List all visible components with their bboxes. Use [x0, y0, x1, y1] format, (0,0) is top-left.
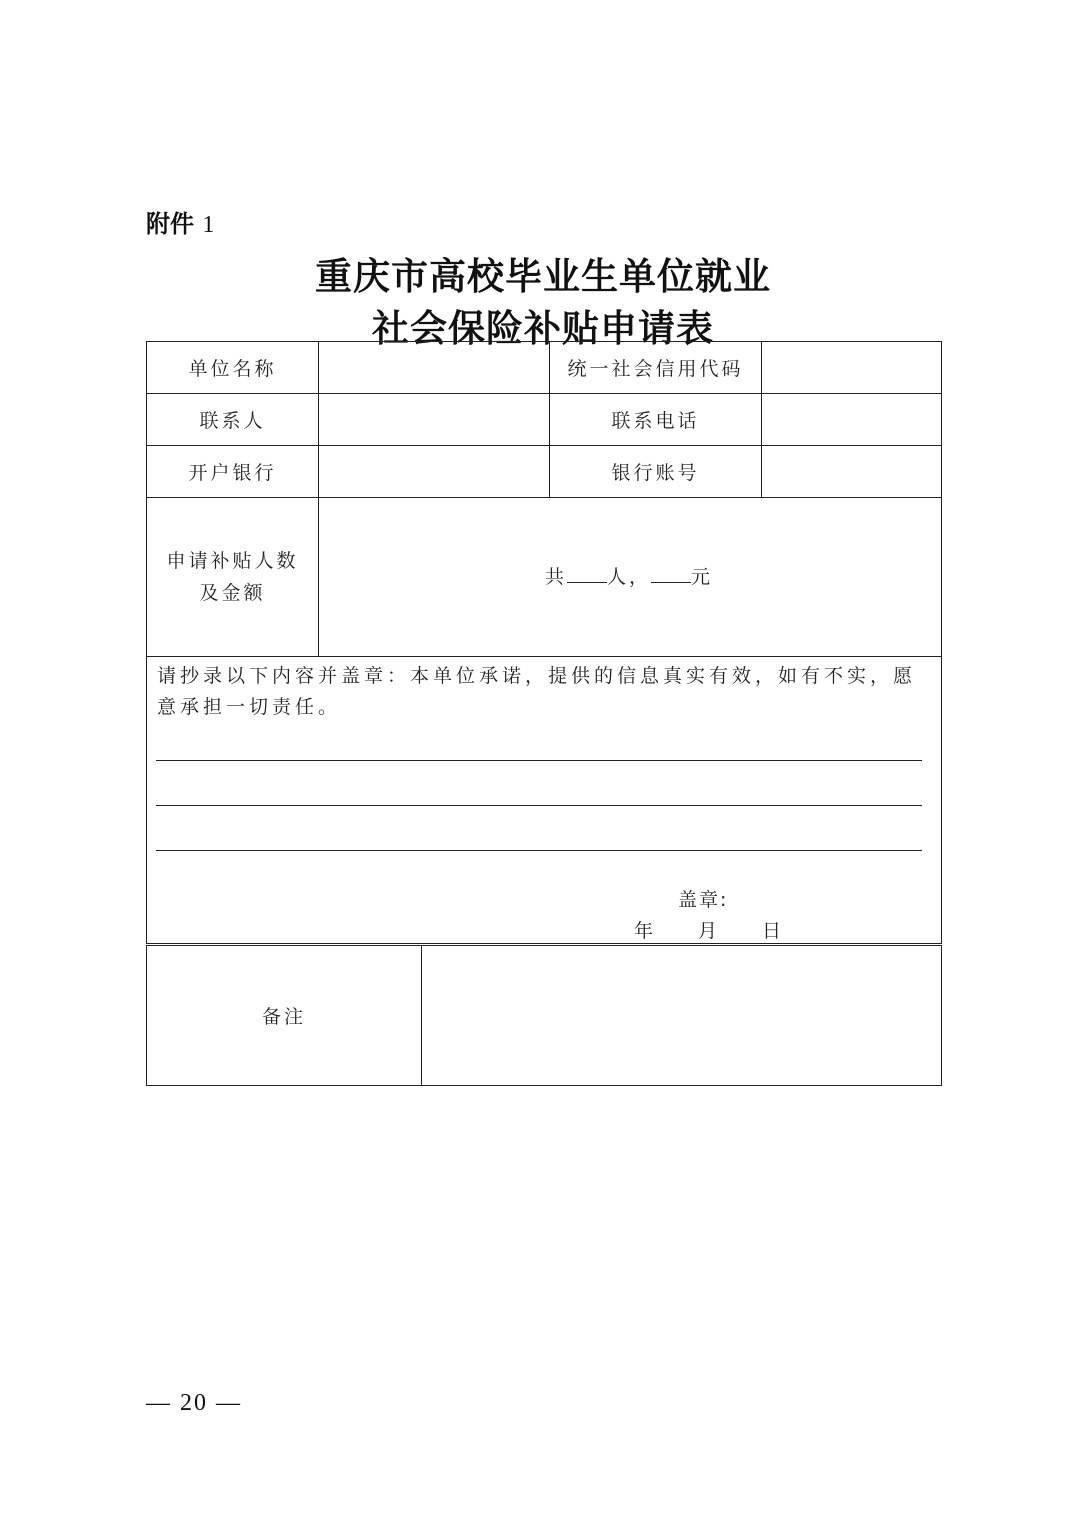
- contact-field[interactable]: [319, 394, 550, 446]
- pledge-text: 请抄录以下内容并盖章：本单位承诺，提供的信息真实有效，如有不实，愿意承担一切责任。: [157, 665, 917, 718]
- copy-line-2[interactable]: [156, 805, 922, 806]
- amount-blank[interactable]: [651, 562, 691, 583]
- contact-label: 联系人: [147, 394, 319, 446]
- copy-line-1[interactable]: [156, 760, 922, 761]
- subsidy-label: [147, 498, 319, 657]
- phone-field[interactable]: [762, 394, 942, 446]
- phone-label: 联系电话: [550, 394, 762, 446]
- bank-label: 开户银行: [147, 446, 319, 498]
- subsidy-label-line2: 及金额: [199, 582, 266, 604]
- remark-field[interactable]: [422, 946, 942, 1086]
- subsidy-label-line1: 申请补贴人数: [166, 550, 299, 572]
- date-year: 年: [634, 920, 654, 942]
- pledge-cell: [147, 657, 942, 944]
- subsidy-field: [319, 498, 942, 657]
- form-row-pledge: [147, 657, 942, 944]
- unit-name-label: 单位名称: [147, 342, 319, 394]
- subsidy-people-unit: 人，: [607, 566, 652, 588]
- people-count-blank[interactable]: [567, 562, 607, 583]
- account-field[interactable]: [762, 446, 942, 498]
- attachment-label: [146, 204, 214, 239]
- account-label: 银行账号: [550, 446, 762, 498]
- date-day: 日: [762, 920, 782, 942]
- subsidy-prefix: 共: [545, 566, 568, 588]
- form-row-subsidy: [147, 498, 942, 657]
- form-row-contact: [147, 394, 942, 446]
- date-month: 月: [698, 920, 718, 942]
- attachment-label-text: 附件: [146, 210, 194, 238]
- seal-label: 盖章:: [678, 889, 729, 911]
- bank-field[interactable]: [319, 446, 550, 498]
- attachment-number: 1: [202, 212, 215, 238]
- date-line: [634, 916, 781, 943]
- credit-code-field[interactable]: [762, 342, 942, 394]
- form-row-unit: [147, 342, 942, 394]
- application-form-table: [146, 341, 942, 944]
- page-number: — 20 —: [146, 1390, 242, 1416]
- unit-name-field[interactable]: [319, 342, 550, 394]
- copy-line-3[interactable]: [156, 850, 922, 851]
- remark-row: [147, 946, 942, 1086]
- credit-code-label: 统一社会信用代码: [550, 342, 762, 394]
- form-title-line2: 社会保险补贴申请表: [372, 306, 714, 350]
- remark-label: 备注: [147, 946, 422, 1086]
- form-row-bank: [147, 446, 942, 498]
- form-title-line1: 重庆市高校毕业生单位就业: [315, 254, 771, 298]
- remark-table: [146, 945, 942, 1086]
- subsidy-amount-unit: 元: [691, 566, 714, 588]
